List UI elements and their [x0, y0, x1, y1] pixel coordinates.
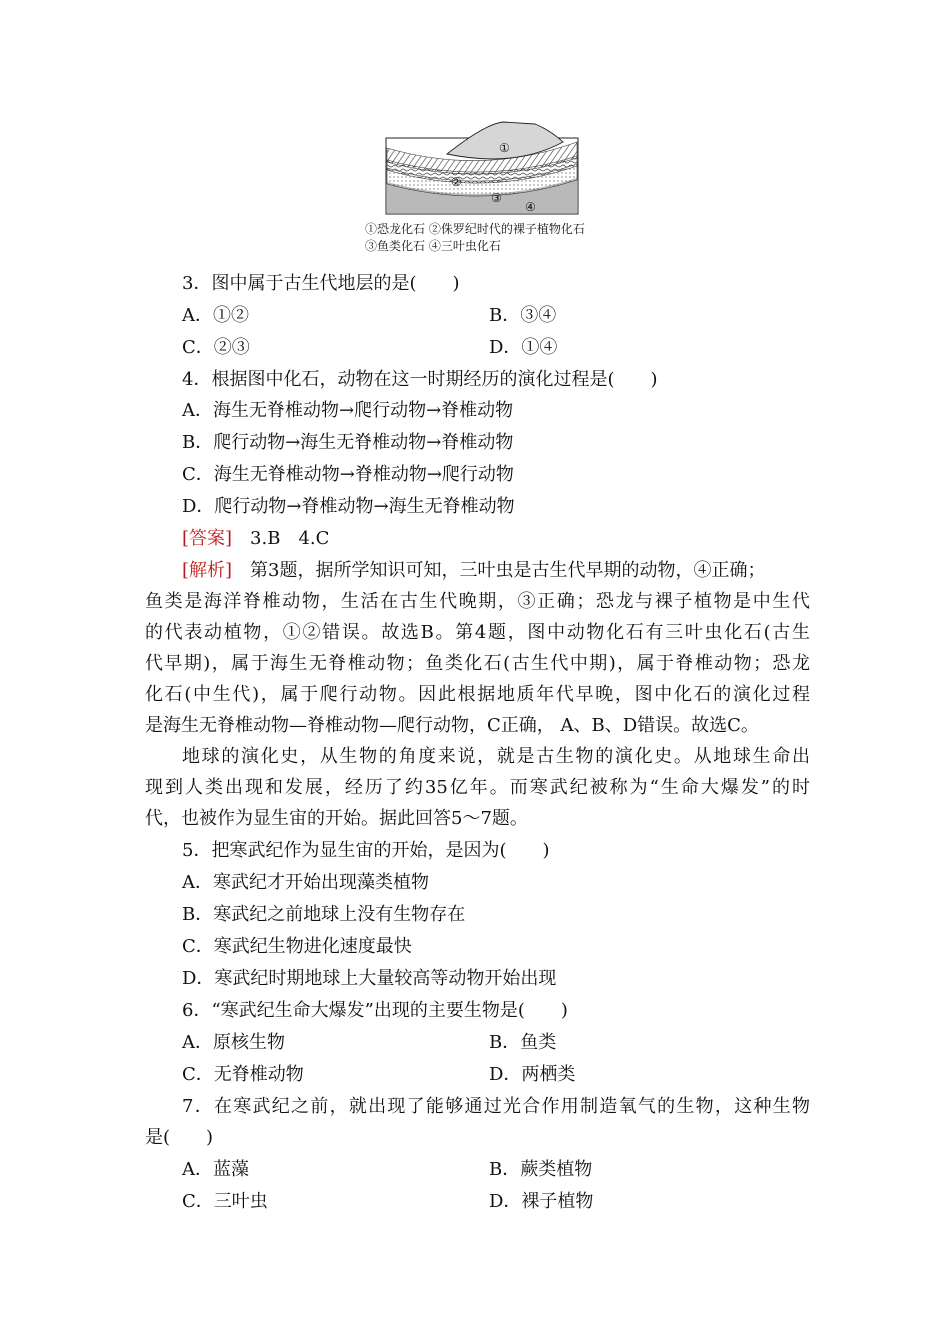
q3-stem: 3．图中属于古生代地层的是( ) [182, 273, 460, 294]
q7-option-b: B．蕨类植物 [489, 1159, 593, 1180]
marker-2: ② [451, 175, 462, 189]
q7-option-d: D．裸子植物 [489, 1191, 594, 1212]
q6-stem: 6．“寒武纪生命大爆发”出现的主要生物是( ) [182, 1000, 568, 1021]
analysis-line2: 鱼类是海洋脊椎动物，生活在古生代晚期，③正确；恐龙与裸子植物是中生代 [145, 591, 810, 612]
q3-option-c: C．②③ [182, 337, 250, 358]
answer-line [182, 523, 847, 554]
strata-figure [385, 120, 580, 216]
answer-text: 3.B 4.C [232, 528, 330, 549]
analysis-line5: 化石(中生代)，属于爬行动物。因此根据地质年代早晚，图中化石的演化过程 [145, 684, 810, 705]
q3-option-a: A．①② [182, 305, 249, 326]
q7-stem-line2: 是( ) [145, 1127, 214, 1148]
q3-option-b: B．③④ [489, 305, 557, 326]
q6-option-d: D．两栖类 [489, 1064, 576, 1085]
q5-option-d: D．寒武纪时期地球上大量较高等动物开始出现 [182, 968, 557, 989]
q4-option-d: D．爬行动物→脊椎动物→海生无脊椎动物 [182, 496, 515, 517]
q6-option-c: C．无脊椎动物 [182, 1064, 304, 1085]
analysis-line4: 代早期)，属于海生无脊椎动物；鱼类化石(古生代中期)，属于脊椎动物；恐龙 [145, 653, 810, 674]
q6-option-a: A．原核生物 [182, 1032, 285, 1053]
passage-line3: 代，也被作为显生宙的开始。据此回答5～7题。 [145, 808, 528, 829]
q7-option-a: A．蓝藻 [182, 1159, 249, 1180]
analysis-line6: 是海生无脊椎动物—脊椎动物—爬行动物，C正确， A、B、D错误。故选C。 [145, 715, 759, 736]
q4-option-b: B．爬行动物→海生无脊椎动物→脊椎动物 [182, 432, 514, 453]
answer-tag: [答案] [182, 528, 233, 549]
q4-option-c: C．海生无脊椎动物→脊椎动物→爬行动物 [182, 464, 514, 485]
analysis-line1 [182, 555, 810, 586]
q5-option-c: C．寒武纪生物进化速度最快 [182, 936, 412, 957]
analysis-tag: [解析] [182, 560, 233, 581]
q5-stem: 5．把寒武纪作为显生宙的开始，是因为( ) [182, 840, 550, 861]
analysis-text1: 第3题，据所学知识可知，三叶虫是古生代早期的动物，④正确； [232, 560, 766, 581]
analysis-line3: 的代表动植物，①②错误。故选B。第4题，图中动物化石有三叶虫化石(古生 [145, 622, 810, 643]
passage-line1: 地球的演化史，从生物的角度来说，就是古生物的演化史。从地球生命出 [182, 746, 810, 767]
q3-option-d: D．①④ [489, 337, 558, 358]
marker-4: ④ [525, 200, 536, 214]
passage-line2: 现到人类出现和发展，经历了约35亿年。而寒武纪被称为“生命大爆发”的时 [145, 777, 810, 798]
q7-option-c: C．三叶虫 [182, 1191, 268, 1212]
q6-option-b: B．鱼类 [489, 1032, 557, 1053]
q4-stem: 4．根据图中化石，动物在这一时期经历的演化过程是( ) [182, 369, 658, 390]
q5-option-a: A．寒武纪才开始出现藻类植物 [182, 872, 429, 893]
marker-1: ① [499, 141, 510, 155]
figure-caption-line2: ③鱼类化石 ④三叶虫化石 [365, 239, 501, 253]
marker-3: ③ [491, 191, 502, 205]
q4-option-a: A．海生无脊椎动物→爬行动物→脊椎动物 [182, 400, 514, 421]
figure-caption-line1: ①恐龙化石 ②侏罗纪时代的裸子植物化石 [365, 222, 585, 236]
q5-option-b: B．寒武纪之前地球上没有生物存在 [182, 904, 466, 925]
q7-stem-line1: 7．在寒武纪之前，就出现了能够通过光合作用制造氧气的生物，这种生物 [182, 1096, 810, 1117]
